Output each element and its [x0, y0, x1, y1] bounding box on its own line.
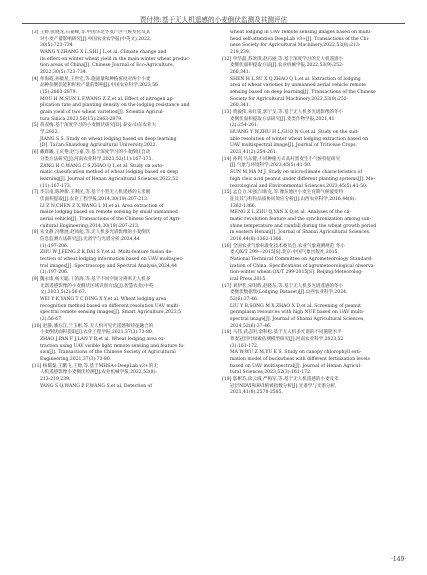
reference-line: matic classification method of wheat lodging based on deep [40, 170, 179, 176]
reference-line: plication rate and planting density on the lodging resistance and [40, 103, 190, 109]
reference-line: 杨蜀秦,王鹏飞,王帅,等.基于MHSA+DeepLab v3+的无 [42, 363, 158, 369]
reference-line: JIANG S S. Study on wheat lodging based on deep learning [40, 136, 177, 142]
reference-entry [32, 277, 215, 324]
reference-line: 2024,52(6):37-46. [230, 323, 272, 329]
reference-line: area of wheat varieties by unmanned aerial vehicle remote [230, 83, 366, 89]
reference-line: 人机遥感影像小麦倒伏检测[J].农业机械学报,2022,53(8): [40, 370, 157, 376]
reference-number: [11] [32, 363, 43, 369]
reference-line: 孙利,马东健,不同种植方式高秆黑麦生小气候特征研究 [232, 156, 341, 162]
reference-line: 魏永康,杨天聪,丁笛海,等.基于不同空间分辨率无人机多 [39, 276, 151, 282]
reference-line: Engineering,2021,37(3):73-80. [40, 357, 112, 363]
reference-line: National Technical Committee on Agrometeorology Standard- [230, 256, 373, 262]
reference-entry [222, 330, 405, 377]
reference-line: tura Sinica,2023,56(15):2863-2879. [40, 116, 123, 122]
reference-line: (2):56-67. [40, 317, 63, 322]
reference-line: spectral image[J]. Journal of Shanxi Agricultural Sciences, [230, 316, 365, 322]
reference-line: based on UAV multispectral[J]. Journal of Henan Agricul- [230, 363, 362, 369]
reference-number: [18] [222, 330, 233, 336]
reference-number: [7] [32, 190, 40, 196]
reference-number: [16] [222, 243, 233, 249]
reference-entry [32, 30, 215, 77]
reference-line: ZHU W J,FENG Z K,DAI S Y,et al. Multi-feature fusion de- [40, 250, 173, 256]
reference-number: [10] [32, 323, 43, 329]
reference-line: 刘伊茗,宋明辉,赵晓东,等.基于无人机多光谱遥感的冬小 [232, 283, 344, 289]
reference-entry [32, 324, 215, 364]
reference-line: 李宗南,陈仲新,王利民,等.基于小型无人机遥感的玉米倒 [39, 190, 151, 196]
reference-line: 申华磊,苏歆琪,赵巧丽,等.基于深度学习的无人机遥感小 [232, 56, 344, 62]
reference-line: 260,341. [230, 103, 251, 109]
reference-line: 麦倒伏面积提取方法研究[J].麦类作物学报,2021,41 [230, 116, 335, 122]
reference-line: 赵静,潘方江,兰玉彬,等.无人机可见光遥感和特征融合的 [42, 323, 154, 329]
reference-line: UAV multispectral image[J]. Journal of Triticeae Crops, [230, 143, 358, 149]
reference-line: SUN M,MA M J. Study on microclimate characteristics of [230, 170, 363, 176]
page-number: ·149· [391, 556, 407, 563]
reference-number: [9] [32, 276, 40, 282]
reference-line: Society for Agricultural Machinery,2022,53(9):252- [230, 96, 349, 102]
reference-entry [222, 30, 405, 57]
reference-entry [222, 190, 405, 243]
reference-line: 荞麦冠层叶绿素估测模型研究[J].河南农业科学,2023,52 [230, 337, 344, 343]
reference-line: matic revolution feature and the synchronization among sun- [230, 216, 372, 222]
reference-line: nese Society for Agricultural Machinery,2022,53(8):213- [230, 43, 361, 49]
reference-line: wheat lodging in UAV remote sensing images based on multi- [230, 30, 372, 35]
reference-line: 对小麦产量影响研究[J].中国农业农学报(中英文),2022, [40, 36, 152, 42]
reference-line: MA W,WU Z M,YU K S. Study on canopy chlorophyll esti- [230, 350, 362, 356]
reference-line: WEI Y K,YANG T C,DING X Y,et al. Wheat lodging area [40, 296, 167, 302]
reference-number: [6] [32, 150, 40, 156]
reference-line: teorological and Environmental Sciences,2023,45(5):41-50. [230, 183, 368, 189]
reference-line: 麦倒伏数据集(Lodging Dataset)[J].山西农业科学,2024, [230, 290, 348, 296]
reference-number: [4] [32, 76, 40, 82]
reference-line: grain yield of two wheat varieties[J]. Scientia Agricul- [40, 110, 165, 116]
reference-line: (2):254-261. [230, 123, 259, 129]
reference-number: [8] [32, 230, 40, 236]
reference-line: HUANG Y W,ZHU H L,GUO N G,et al. Study on the suit- [230, 130, 359, 136]
reference-line: 戴辉曦,王庆艳,赵与嘉,等.基于深度学习的小麦倒伏自动 [39, 150, 151, 156]
reference-line: in eastern Henan[J]. Journal of Shanxi Agricultural Sciences, [230, 230, 371, 236]
header-title: 贾付伟:基于无人机遥感的小麦倒伏监测及其测评估 [139, 16, 288, 24]
reference-line: WANG Y,ZHANG X L,SHI J L,et al. Climate change and [40, 50, 167, 56]
reference-column-left [32, 30, 215, 390]
reference-line: (11):167-173. [40, 183, 72, 189]
reference-line: 小麦倒伏面积提取[J].农业工程学报,2021,37(3):73-80. [40, 330, 154, 336]
reference-line: tection of wheat lodging information based on UAV multispec- [40, 256, 184, 262]
reference-entry [222, 284, 405, 331]
reference-line: MENG Z L,ZHU Q,YAN X Q,et al. Analyses of the cli- [230, 210, 351, 216]
reference-line: 213-219,239. [40, 377, 71, 383]
reference-line: 牟海霞,孙敏星,王世宏,等.施氮量和种植密度对两个小麦 [39, 76, 151, 82]
reference-line: traction using UAV visible light remote sensing and feature fu- [40, 343, 185, 349]
reference-entry [32, 230, 215, 277]
reference-line: 品种抗倒伏能和籽粒产量的影响[J].中国农业科学,2023,56 [40, 83, 159, 89]
reference-line: 信息监测方法研究[J].光谱学与光谱分析,2024,44 [40, 236, 140, 242]
reference-line: (15):2863-2879. [40, 90, 77, 96]
reference-line: [J].气象与环境科学,2023,45(5):41-50. [230, 163, 312, 169]
reference-entry [222, 377, 405, 397]
reference-number: [13] [222, 110, 233, 116]
reference-line: 52(6):37-46. [230, 296, 259, 302]
reference-line: 朱文静,冯继展,赵凤彪,等.无人机多光谱影像的小麦倒伏 [39, 230, 151, 236]
reference-line: 2016,44(8):1362-1366. [230, 236, 283, 242]
reference-line: 麦:QX/T 299—2015[S].北京:中国气象出版社,2015. [230, 250, 339, 256]
reference-line: 光谱遥感影像的小麦倒伏区域识别方法[J].智慧农业(中英 [40, 283, 154, 289]
reference-line: ical Press,2015. [230, 276, 267, 282]
reference-line: 30(5):723-734. [40, 43, 75, 49]
reference-line: 全国农业气象标准化技术委员会.农业气象观测规范 冬小 [232, 243, 345, 249]
reference-entry [222, 57, 405, 110]
reference-line: 2021,41(2):254-261. [230, 150, 278, 156]
reference-line: 伏面积提取[J].农业工程学报,2014,30(19):207-213. [40, 196, 149, 202]
reference-line: able resolution of winter wheat lodging extraction based on [230, 136, 369, 142]
reference-line: cultural Engineering,2014,30(19):207-213. [40, 223, 140, 229]
reference-entry [32, 364, 215, 391]
reference-line: mation model of buckwheat with different fertilization levels [230, 357, 370, 363]
reference-entry [222, 244, 405, 284]
reference-line: 219,239. [230, 50, 251, 56]
reference-line: sion[J]. Transactions of the Chinese Society of Agricultural [40, 350, 176, 356]
reference-line: 学,2022. [40, 130, 60, 136]
reference-number: [15] [222, 190, 233, 196]
reference-line: 孟自力,朱强,闫新克,等.豫东地区小麦生育期气候波变特 [232, 190, 344, 196]
reference-line: sensing based on deep learning[J]. Transactions of the Chinese [230, 90, 376, 96]
reference-line: 黄毅伟,朱红雷,郭宁戈,等.基于无人机多光谱影像的冬小 [232, 110, 344, 116]
reference-number: [19] [222, 377, 233, 383]
reference-number: [3] [32, 30, 40, 35]
reference-line: tural Sciences,2023,52(3):161-172. [230, 370, 312, 376]
reference-line: tion areas of China[J]. Chinese Journal of Eco-Agriculture, [40, 63, 175, 69]
reference-line: head self-attention DeepLab v3+[J]. Transactions of the Chi- [230, 36, 370, 42]
reference-line: shine,temperature and rainfall during the wheat growth period [230, 223, 377, 229]
reference-line: tion-winter wheat:QX/T 299-2015[S]. Beijing:Meteorolog- [230, 270, 363, 276]
reference-line: ZHAO J,PAN F J,LAN Y B,et al. Wheat lodging area ex- [40, 337, 165, 343]
reference-line: 邬彬苏,徐云彧,严梅军,等.基于无人机遥感的小麦及禾 [232, 377, 339, 383]
reference-number: [5] [32, 123, 40, 129]
reference-line: aerial vehicle[J]. Transactions of the Chinese Society of Agri- [40, 216, 181, 222]
reference-line: spectral remote sensing images[J]. Smart Agriculture,2023,5 [40, 310, 181, 316]
reference-line: 2021,41(8):2578-2585. [230, 390, 283, 396]
reference-line: (3):161-172. [230, 343, 259, 349]
reference-line: YANG S Q,WANG P F,WANG S,et al. Detection of [40, 383, 153, 389]
header-rule [22, 23, 405, 24]
reference-line: (1):197-206. [40, 270, 69, 276]
reference-line: tral images[J]. Spectroscopy and Spectral Analysis,2024,44 [40, 263, 178, 269]
reference-number: [17] [222, 283, 233, 289]
reference-line: 征及其与籽粒品质协同效应分析[J].山西农业科学,2016,44(8): [230, 196, 356, 202]
reference-line: 王娇,张晓龙,石嘉峰,等.中国华北冬麦产区气候变化及其 [39, 30, 151, 35]
reference-line: 2022,30(5):723-734. [40, 70, 88, 76]
reference-line: recognition method based on different resolution UAV multi- [40, 303, 180, 309]
reference-entry [222, 157, 405, 190]
reference-line: 冠层NDVI和RVI植被指数分析[J].光谱学与光谱分析, [230, 383, 337, 389]
reference-entry [32, 77, 215, 124]
reference-line: maize lodging based on remote sensing by small unmanned [40, 210, 178, 216]
reference-line: 麦倒伏面积提取方法[J].农业机械学报,2022,53(9):252- [230, 63, 344, 69]
reference-line: 马伟,武志明,余科松.基于无人机多光谱的不同施肥水平 [232, 330, 342, 336]
reference-line: SHEN H L,SU X Q,ZHAO Q L,et al. Extraction of lodging [230, 76, 361, 82]
reference-line: 文),2023,5(2):56-67. [40, 290, 87, 296]
reference-line: (1):197-206. [40, 243, 69, 249]
reference-entry [222, 110, 405, 157]
reference-line: learning[J]. Journal of Henan Agricultural Sciences,2022,52 [40, 176, 179, 182]
reference-line: germplasm resources with high NUE based on UAV multi- [230, 310, 365, 316]
reference-line: its effect on winter wheat yield in the main winter wheat produc- [40, 56, 191, 62]
reference-line: LIU Y B,SONG M X,ZHAO X D,et al. Screening of peanut [230, 303, 361, 309]
reference-line: [D]. Tai'an:Shandong Agricultural University,2022. [40, 143, 157, 149]
reference-line: 260,341. [230, 70, 251, 76]
reference-line: ization of China. Specifications of agrometeorological observa- [230, 263, 375, 269]
reference-line: high cleic acid peanut under different planting systems[J]. Me- [230, 176, 375, 182]
reference-line: LI Z N,CHEN Z X,WANG L M,et al. Area extraction of [40, 203, 164, 209]
running-header [0, 0, 427, 24]
reference-column-right [222, 30, 405, 397]
reference-line: MOU H M,SUN L F,WANG Z Z,et al. Effect of nitrogen ap- [40, 96, 175, 102]
reference-number: [14] [222, 156, 233, 162]
reference-line: 1362-1366. [230, 203, 257, 209]
reference-entry [32, 150, 215, 190]
reference-number: [12] [222, 56, 233, 62]
reference-entry [32, 123, 215, 150]
reference-line: ZANG H C,WANG C S,ZHAO Q L,et al. Study on auto- [40, 163, 164, 169]
reference-line: 蒋双梅.基于深度学习的小麦倒伏研究[D].泰安:山东农业大 [39, 123, 157, 129]
reference-line: 分类方法研究[J].河南农业科学,2023,52(11):167-173. [40, 156, 153, 162]
reference-entry [32, 190, 215, 230]
